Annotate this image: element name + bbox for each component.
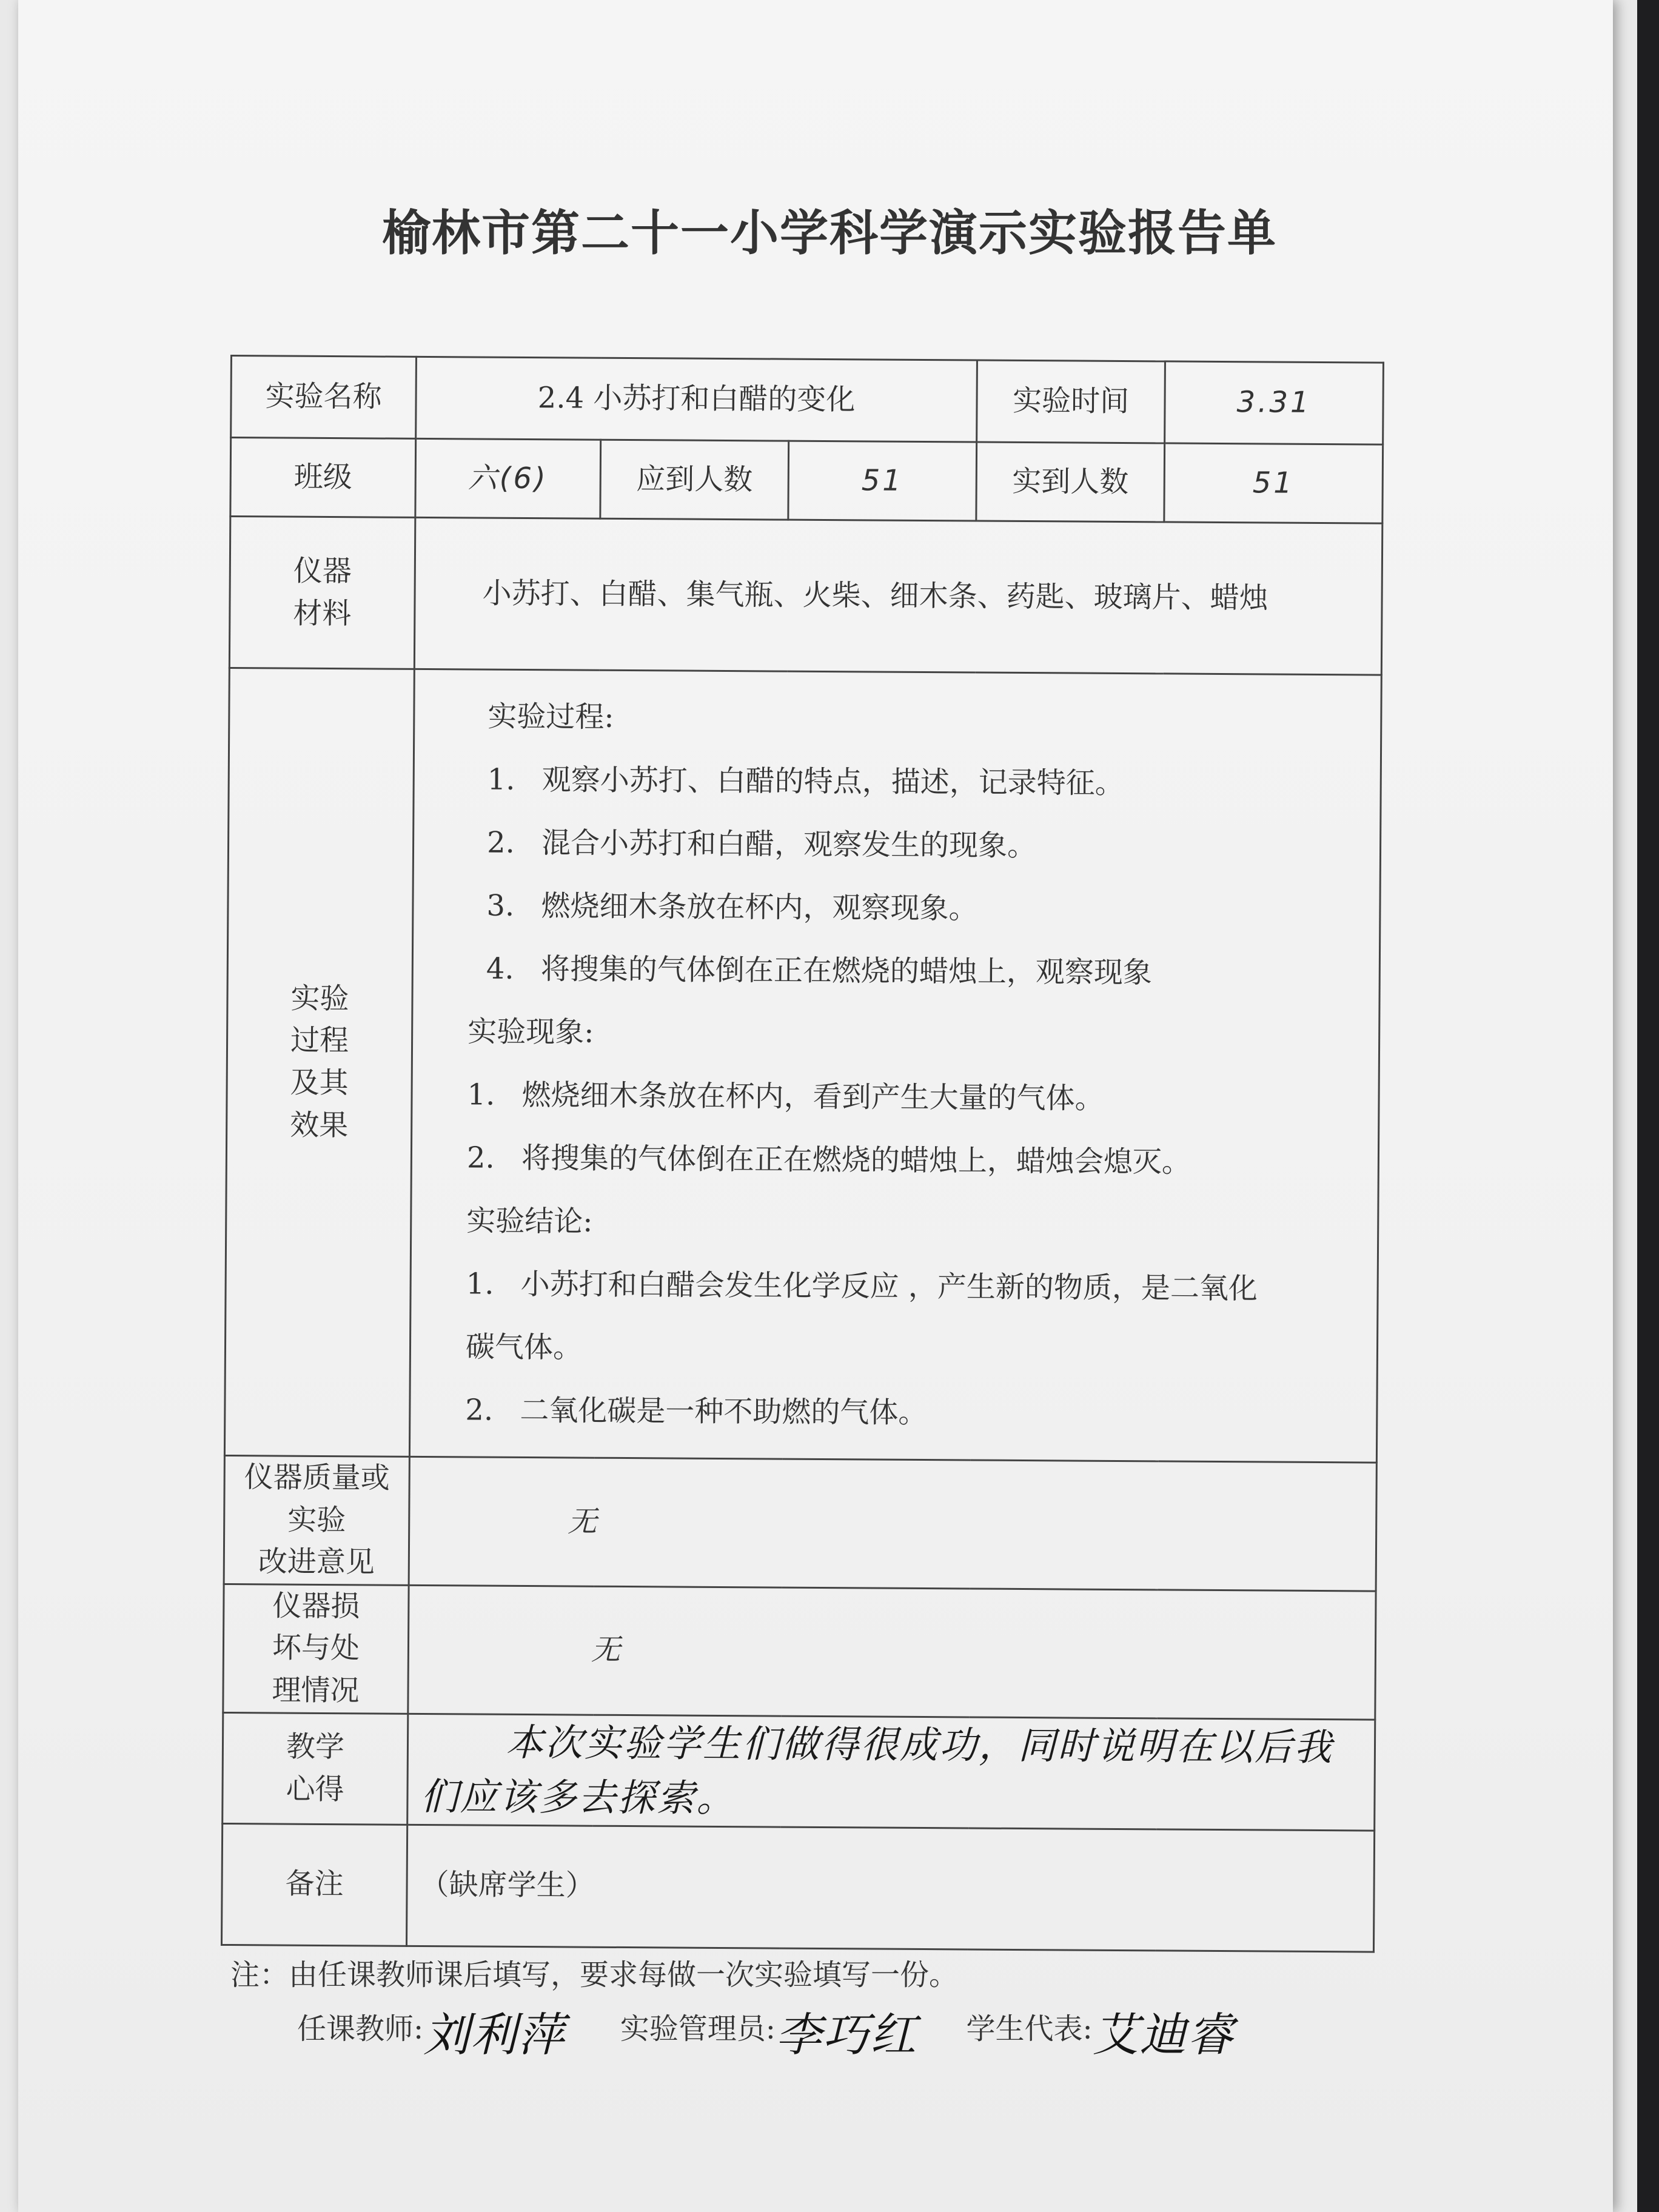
procedure-title: 实验过程: (488, 699, 614, 734)
procedure-step (469, 748, 1362, 816)
step-text: 混合小苏打和白醋，观察发生的现象。 (541, 826, 1037, 863)
step-number: 4. (486, 951, 514, 986)
reflection-label (223, 1712, 408, 1825)
remarks-label: 备注 (221, 1823, 407, 1946)
experiment-time-label: 实验时间 (977, 360, 1165, 443)
row-quality (224, 1455, 1376, 1590)
experiment-name-value: 2.4 小苏打和白醋的变化 (416, 357, 977, 442)
process-label (224, 668, 414, 1456)
materials-value: 小苏打、白醋、集气瓶、火柴、细木条、药匙、玻璃片、蜡烛 (414, 517, 1382, 675)
step-text: 将搜集的气体倒在正在燃烧的蜡烛上，观察现象 (540, 952, 1152, 990)
process-content (409, 669, 1381, 1463)
signature-row (297, 1998, 1235, 2064)
row-experiment-name (231, 356, 1384, 445)
phenomenon-text: 燃烧细木条放在杯内，看到产生大量的气体。 (521, 1078, 1104, 1116)
student-signature: 艾迪睿 (1092, 2008, 1235, 2062)
row-damage (223, 1584, 1376, 1719)
step-number: 1. (487, 762, 515, 797)
conclusion-number: 2. (465, 1393, 494, 1427)
remarks-value: （缺席学生） (406, 1825, 1374, 1952)
materials-label-line: 材料 (293, 596, 352, 631)
student-label: 学生代表: (966, 2012, 1093, 2046)
row-materials (229, 517, 1382, 675)
materials-label-line: 仪器 (293, 554, 352, 589)
conclusion-item (466, 1252, 1359, 1321)
reflection-line: 们应该多去探索。 (420, 1774, 736, 1820)
row-reflection (223, 1712, 1375, 1831)
damage-label (223, 1584, 409, 1714)
teacher-signature: 刘利萍 (423, 2008, 566, 2062)
page-title: 榆林市第二十一小学科学演示实验报告单 (382, 205, 1277, 261)
experiment-time-value: 3.31 (1165, 361, 1384, 444)
phenomenon-item (467, 1126, 1360, 1195)
damage-label-line: 仪器损 (272, 1589, 360, 1624)
reflection-line: 本次实验学生们做得很成功，同时说明在以后我 (505, 1720, 1334, 1769)
materials-label (229, 517, 415, 669)
reflection-label-line: 心得 (286, 1772, 344, 1806)
class-value: 六(6) (415, 438, 601, 518)
step-text: 观察小苏打、白醋的特点，描述，记录特征。 (541, 763, 1124, 801)
conclusion-text: 小苏打和白醋会发生化学反应 ，产生新的物质，是二氧化 (520, 1267, 1258, 1306)
phenomenon-text: 将搜集的气体倒在正在燃烧的蜡烛上，蜡烛会熄灭。 (521, 1141, 1191, 1179)
quality-label-line: 实验 (287, 1503, 346, 1537)
quality-label-line: 仪器质量或 (244, 1460, 390, 1495)
procedure-step (469, 811, 1362, 879)
step-number: 3. (486, 888, 515, 923)
damage-label-line: 理情况 (272, 1673, 360, 1708)
damage-label-line: 坏与处 (272, 1631, 360, 1666)
footer-note: 注：由任课教师课后填写，要求每做一次实验填写一份。 (230, 1958, 959, 1992)
row-remarks (221, 1823, 1374, 1952)
quality-value: 无 (409, 1456, 1376, 1591)
row-class (230, 438, 1383, 524)
actual-count-value: 51 (1164, 443, 1383, 523)
report-table (221, 355, 1384, 1952)
phenomenon-number: 1. (467, 1078, 495, 1112)
step-text: 燃烧细木条放在杯内，观察现象。 (541, 889, 978, 926)
experiment-name-label: 实验名称 (231, 356, 417, 439)
phenomena-title: 实验现象: (468, 1014, 594, 1050)
process-label-line: 及其 (290, 1065, 349, 1101)
expected-count-value: 51 (788, 441, 977, 521)
conclusion-number: 1. (466, 1267, 494, 1301)
conclusion-item (465, 1378, 1358, 1447)
class-label: 班级 (230, 438, 416, 518)
expected-count-label: 应到人数 (600, 440, 789, 520)
procedure-step (468, 937, 1361, 1005)
process-label-line: 实验 (290, 981, 349, 1016)
conclusion-title: 实验结论: (466, 1204, 593, 1239)
reflection-value (407, 1714, 1375, 1831)
reflection-label-line: 教学 (286, 1729, 345, 1765)
procedure-step (468, 874, 1361, 942)
admin-label: 实验管理员: (620, 2012, 776, 2046)
quality-label-line: 改进意见 (258, 1544, 375, 1580)
admin-signature: 李巧红 (775, 2008, 917, 2062)
quality-label (224, 1455, 409, 1585)
phenomenon-item (467, 1063, 1360, 1131)
step-number: 2. (486, 825, 515, 860)
actual-count-label: 实到人数 (976, 442, 1165, 522)
damage-value: 无 (408, 1585, 1376, 1720)
phenomenon-number: 2. (466, 1141, 495, 1175)
process-label-line: 过程 (290, 1024, 349, 1058)
conclusion-continued: 碳气体。 (465, 1330, 583, 1365)
conclusion-text: 二氧化碳是一种不助燃的气体。 (520, 1393, 928, 1430)
process-label-line: 效果 (290, 1108, 349, 1142)
row-process (224, 668, 1381, 1463)
teacher-label: 任课教师: (297, 2012, 424, 2046)
